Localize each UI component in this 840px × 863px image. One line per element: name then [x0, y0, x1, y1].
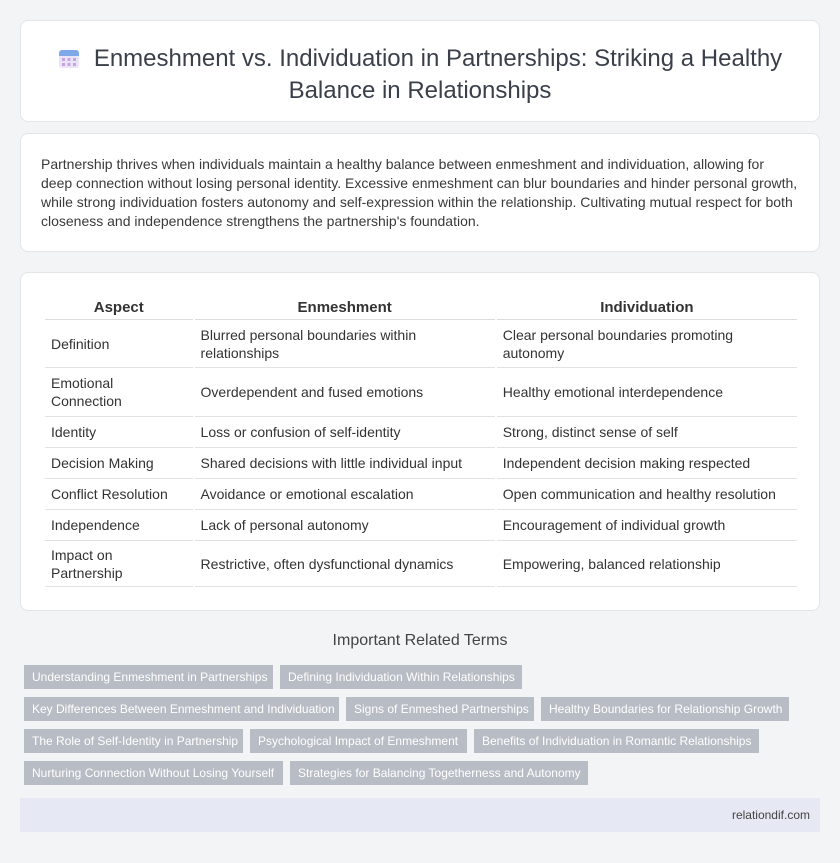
intro-card — [20, 133, 820, 252]
cell-aspect: Emotional Connection — [45, 368, 193, 417]
cell-aspect: Definition — [45, 320, 193, 368]
related-term-tag[interactable]: Signs of Enmeshed Partnerships — [346, 697, 534, 721]
table-row — [45, 368, 797, 417]
table-row — [45, 448, 797, 479]
header-enmeshment: Enmeshment — [195, 295, 495, 320]
cell-enmeshment: Shared decisions with little individual input — [195, 448, 495, 479]
cell-individuation: Healthy emotional interdependence — [497, 368, 797, 417]
intro-paragraph: Partnership thrives when individuals maintain a healthy balance between enmeshment and individuation, allowing for deep connection without losing personal identity. Excessive enmeshment can blur boundaries and hinder personal growth, while strong individuation fosters autonomy and self-expression within the relationship. Cultivating mutual respect for both closeness and independence strengthens the partnership's foundation. — [41, 156, 798, 229]
cell-aspect: Decision Making — [45, 448, 193, 479]
cell-individuation: Open communication and healthy resolution — [497, 479, 797, 510]
cell-individuation: Strong, distinct sense of self — [497, 417, 797, 448]
header-aspect: Aspect — [45, 295, 193, 320]
table-row — [45, 417, 797, 448]
related-term-tag[interactable]: Understanding Enmeshment in Partnerships — [24, 665, 273, 689]
cell-individuation: Empowering, balanced relationship — [497, 541, 797, 587]
page-title: Enmeshment vs. Individuation in Partnerships: Striking a Healthy Balance in Relationships — [93, 45, 783, 104]
title-card — [20, 20, 820, 122]
cell-aspect: Impact on Partnership — [45, 541, 193, 587]
cell-aspect: Conflict Resolution — [45, 479, 193, 510]
cell-enmeshment: Loss or confusion of self-identity — [195, 417, 495, 448]
related-term-tag[interactable]: Benefits of Individuation in Romantic Relationships — [474, 729, 759, 753]
cell-enmeshment: Lack of personal autonomy — [195, 510, 495, 541]
footer — [20, 798, 820, 832]
related-terms-heading: Important Related Terms — [332, 632, 508, 649]
comparison-card — [20, 272, 820, 611]
cell-individuation: Independent decision making respected — [497, 448, 797, 479]
table-row — [45, 320, 797, 368]
comparison-table — [43, 295, 799, 587]
table-row — [45, 510, 797, 541]
cell-enmeshment: Overdependent and fused emotions — [195, 368, 495, 417]
related-term-tag[interactable]: Strategies for Balancing Togetherness and Autonomy — [290, 761, 588, 785]
table-row — [45, 479, 797, 510]
header-individuation: Individuation — [497, 295, 797, 320]
related-term-tag[interactable]: Key Differences Between Enmeshment and Individuation — [24, 697, 339, 721]
related-term-tag[interactable]: Psychological Impact of Enmeshment — [250, 729, 467, 753]
table-row — [45, 541, 797, 587]
page-title-block — [21, 44, 819, 105]
cell-enmeshment: Blurred personal boundaries within relationships — [195, 320, 495, 368]
cell-individuation: Clear personal boundaries promoting autonomy — [497, 320, 797, 368]
cell-enmeshment: Avoidance or emotional escalation — [195, 479, 495, 510]
cell-aspect: Identity — [45, 417, 193, 448]
cell-aspect: Independence — [45, 510, 193, 541]
related-term-tag[interactable]: Nurturing Connection Without Losing Yourself — [24, 761, 283, 785]
footer-site-link[interactable]: relationdif.com — [731, 808, 810, 822]
cell-individuation: Encouragement of individual growth — [497, 510, 797, 541]
related-term-tag[interactable]: Defining Individuation Within Relationships — [280, 665, 522, 689]
related-term-tag[interactable]: Healthy Boundaries for Relationship Growth — [541, 697, 789, 721]
calendar-icon — [58, 47, 80, 76]
table-header-row — [45, 295, 797, 320]
related-term-tag[interactable]: The Role of Self-Identity in Partnership — [24, 729, 243, 753]
cell-enmeshment: Restrictive, often dysfunctional dynamics — [195, 541, 495, 587]
